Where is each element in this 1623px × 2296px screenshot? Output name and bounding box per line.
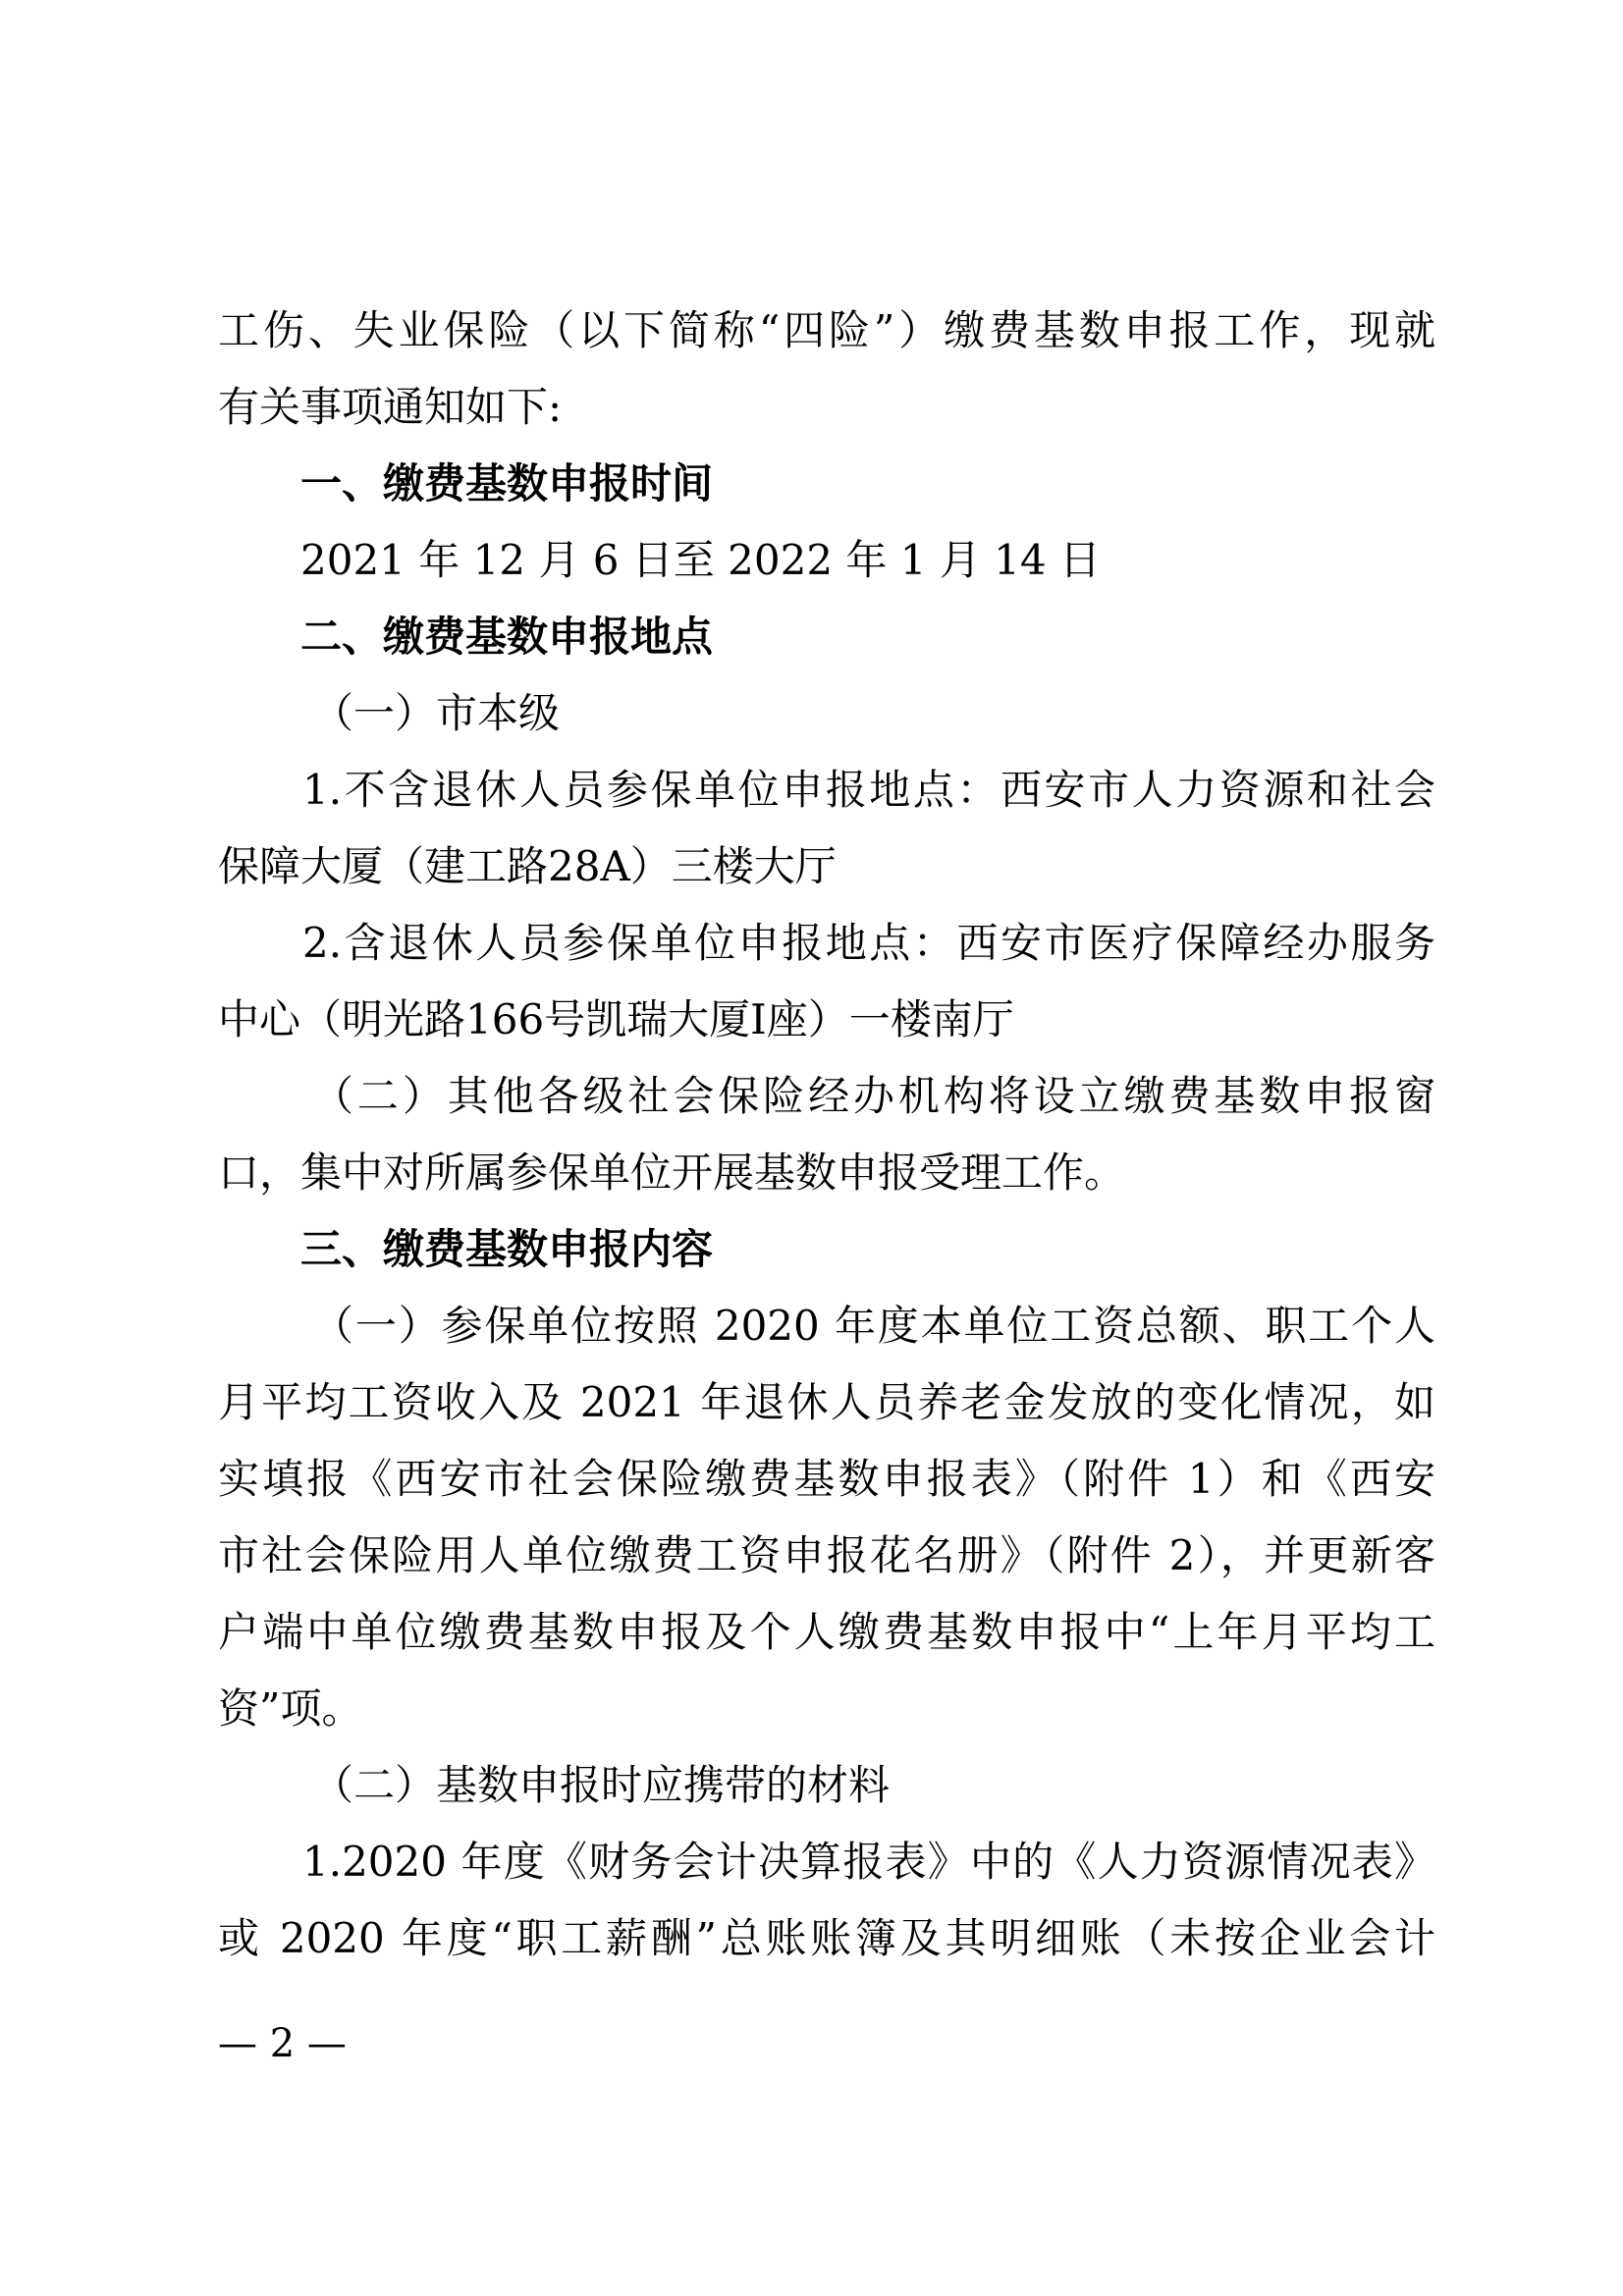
section-heading: 三、缴费基数申报内容 (300, 1225, 714, 1273)
paragraph-line: 1.不含退休人员参保单位申报地点：西安市人力资源和社会 (302, 766, 1435, 814)
paragraph-line: 市社会保险用人单位缴费工资申报花名册》（附件 2），并更新客 (218, 1531, 1435, 1579)
paragraph-line: 2.含退休人员参保单位申报地点：西安市医疗保障经办服务 (302, 919, 1435, 967)
paragraph-line: 保障大厦（建工路28A）三楼大厅 (218, 842, 837, 890)
paragraph-line: 2021 年 12 月 6 日至 2022 年 1 月 14 日 (300, 536, 1101, 584)
paragraph-line: 中心（明光路166号凯瑞大厦I座）一楼南厅 (218, 995, 1014, 1043)
page-number: — 2 — (218, 2021, 347, 2066)
paragraph-line: （一）参保单位按照 2020 年度本单位工资总额、职工个人 (312, 1302, 1435, 1350)
paragraph-line: 资”项。 (218, 1684, 363, 1733)
paragraph-line: 户端中单位缴费基数申报及个人缴费基数申报中“上年月平均工 (218, 1608, 1435, 1656)
paragraph-line: （二）其他各级社会保险经办机构将设立缴费基数申报窗 (312, 1072, 1435, 1120)
section-heading: 二、缴费基数申报地点 (300, 613, 714, 661)
paragraph-line: 工伤、失业保险（以下简称“四险”）缴费基数申报工作，现就 (218, 306, 1435, 354)
subsection-heading: （二）基数申报时应携带的材料 (312, 1761, 891, 1809)
paragraph-line: 1.2020 年度《财务会计决算报表》中的《人力资源情况表》 (302, 1838, 1435, 1886)
paragraph-line: 或 2020 年度“职工薪酬”总账账簿及其明细账（未按企业会计 (218, 1914, 1435, 1962)
paragraph-line: 口，集中对所属参保单位开展基数申报受理工作。 (218, 1148, 1126, 1197)
paragraph-line: 有关事项通知如下: (218, 383, 563, 431)
paragraph-line: 实填报《西安市社会保险缴费基数申报表》（附件 1）和《西安 (218, 1455, 1435, 1503)
section-heading: 一、缴费基数申报时间 (300, 459, 714, 507)
paragraph-line: 月平均工资收入及 2021 年退休人员养老金发放的变化情况，如 (218, 1378, 1435, 1426)
subsection-heading: （一）市本级 (312, 689, 561, 737)
